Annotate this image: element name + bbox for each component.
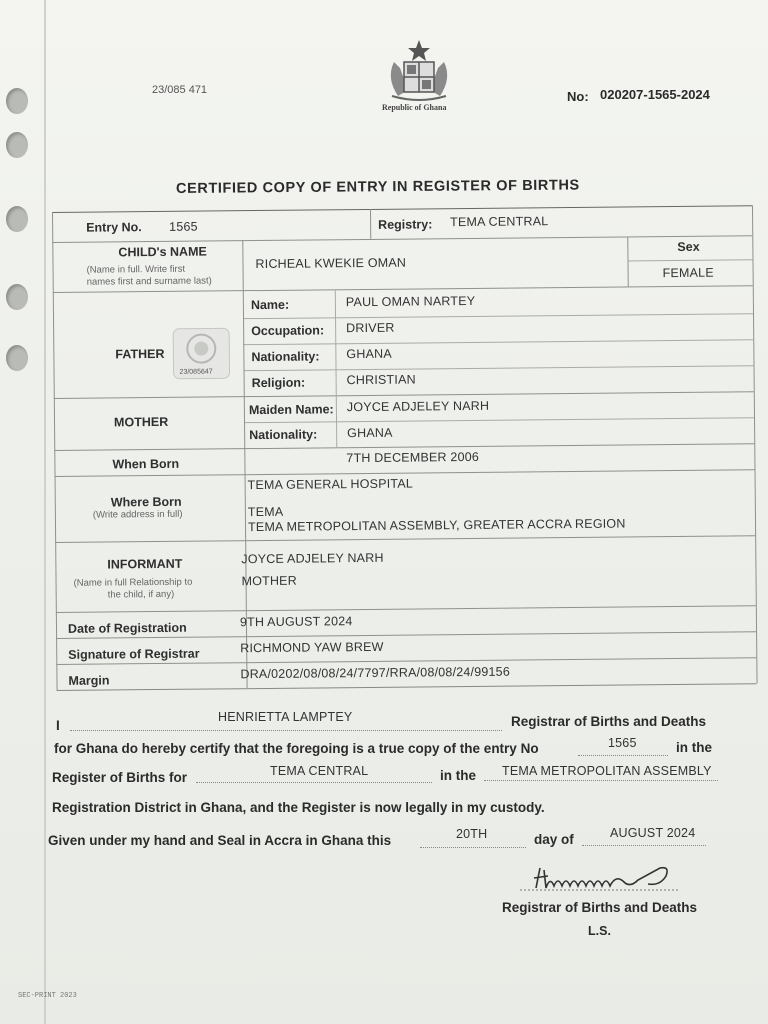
margin-label: Margin <box>68 673 110 688</box>
republic-caption: Republic of Ghana <box>382 103 447 112</box>
cert-line-2-end: in the <box>676 740 712 755</box>
signature-of-registrar-value: RICHMOND YAW BREW <box>240 639 384 656</box>
document-title: CERTIFIED COPY OF ENTRY IN REGISTER OF BIRTHS <box>175 177 580 197</box>
informant-note-1: (Name in full Relationship to <box>73 576 193 589</box>
punch-hole <box>6 88 28 114</box>
where-born-note: (Write address in full) <box>92 508 183 521</box>
child-name-note-1: (Name in full. Write first <box>86 263 186 276</box>
mother-maiden-label: Maiden Name: <box>248 402 334 418</box>
entry-number-label: Entry No. <box>86 220 142 235</box>
legal-seal-mark: L.S. <box>588 924 611 938</box>
print-mark: SEC-PRINT 2023 <box>18 992 77 1000</box>
punch-hole <box>6 132 28 158</box>
date-of-registration-label: Date of Registration <box>67 620 187 636</box>
reference-number: 23/085 471 <box>152 84 208 96</box>
informant-line-1: JOYCE ADJELEY NARH <box>241 550 384 567</box>
cert-entry-number: 1565 <box>608 736 637 750</box>
margin-value: DRA/0202/08/08/24/7797/RRA/08/08/24/99156 <box>240 664 511 682</box>
sex-label: Sex <box>677 239 700 254</box>
entry-number-value: 1565 <box>169 219 198 234</box>
father-name-value: PAUL OMAN NARTEY <box>345 293 476 310</box>
father-religion-label: Religion: <box>251 375 306 391</box>
signer-title: Registrar of Births and Deaths <box>502 900 698 915</box>
cert-day: 20TH <box>456 827 488 841</box>
punch-hole <box>6 206 28 232</box>
mother-nationality-value: GHANA <box>347 425 393 441</box>
register-entry-table <box>52 205 761 694</box>
informant-label: INFORMANT <box>107 556 183 572</box>
cert-register-for: TEMA CENTRAL <box>270 764 369 778</box>
registry-label: Registry: <box>378 217 433 232</box>
certificate-number-label: No: <box>567 89 589 104</box>
cert-line-3-start: Register of Births for <box>52 770 188 785</box>
signature-of-registrar-label: Signature of Registrar <box>68 646 200 662</box>
cert-line-2: for Ghana do hereby certify that the foregoing is a true copy of the entry No <box>54 741 539 756</box>
mother-nationality-label: Nationality: <box>249 427 318 443</box>
where-born-line-3: TEMA METROPOLITAN ASSEMBLY, GREATER ACCRA REGION <box>247 516 626 535</box>
where-born-label: Where Born <box>110 494 182 510</box>
father-religion-value: CHRISTIAN <box>346 372 416 388</box>
cert-registrar-name: HENRIETTA LAMPTEY <box>218 710 353 724</box>
father-occupation-label: Occupation: <box>251 323 325 339</box>
cert-day-of: day of <box>534 832 574 847</box>
cert-i: I <box>56 718 60 733</box>
registrar-signature-icon <box>520 858 690 898</box>
cert-line-4: Registration District in Ghana, and the Register is now legally in my custody. <box>52 800 545 815</box>
informant-line-2: MOTHER <box>241 573 297 589</box>
mother-label: MOTHER <box>113 414 169 430</box>
father-occupation-value: DRIVER <box>346 320 395 336</box>
when-born-label: When Born <box>112 456 180 472</box>
child-name-note-2: names first and surname last) <box>86 275 212 288</box>
when-born-value: 7TH DECEMBER 2006 <box>346 449 480 466</box>
child-name-value: RICHEAL KWEKIE OMAN <box>255 255 407 272</box>
cert-line-1-end: Registrar of Births and Deaths <box>511 714 707 729</box>
date-of-registration-value: 9TH AUGUST 2024 <box>239 614 353 630</box>
coat-of-arms-emblem <box>380 38 458 104</box>
registry-value: TEMA CENTRAL <box>450 214 549 230</box>
father-name-label: Name: <box>250 297 290 313</box>
cert-line-5-start: Given under my hand and Seal in Accra in Ghana this <box>48 833 392 848</box>
punch-hole <box>6 284 28 310</box>
stamp-number: 23/085647 <box>179 368 213 376</box>
cert-month-year: AUGUST 2024 <box>610 826 696 840</box>
cert-in-the: in the <box>440 768 476 783</box>
sleeve-edge <box>44 0 46 1024</box>
father-nationality-label: Nationality: <box>251 349 320 365</box>
where-born-line-1: TEMA GENERAL HOSPITAL <box>247 476 414 493</box>
punch-hole <box>6 345 28 371</box>
certificate-number: 020207-1565-2024 <box>600 87 710 102</box>
father-label: FATHER <box>115 346 165 362</box>
mother-maiden-value: JOYCE ADJELEY NARH <box>346 398 490 415</box>
cert-assembly: TEMA METROPOLITAN ASSEMBLY <box>502 764 712 778</box>
informant-note-2: the child, if any) <box>107 588 175 601</box>
where-born-line-2: TEMA <box>247 504 284 520</box>
father-nationality-value: GHANA <box>346 346 392 362</box>
child-name-label: CHILD's NAME <box>118 244 207 260</box>
sex-value: FEMALE <box>662 265 714 281</box>
